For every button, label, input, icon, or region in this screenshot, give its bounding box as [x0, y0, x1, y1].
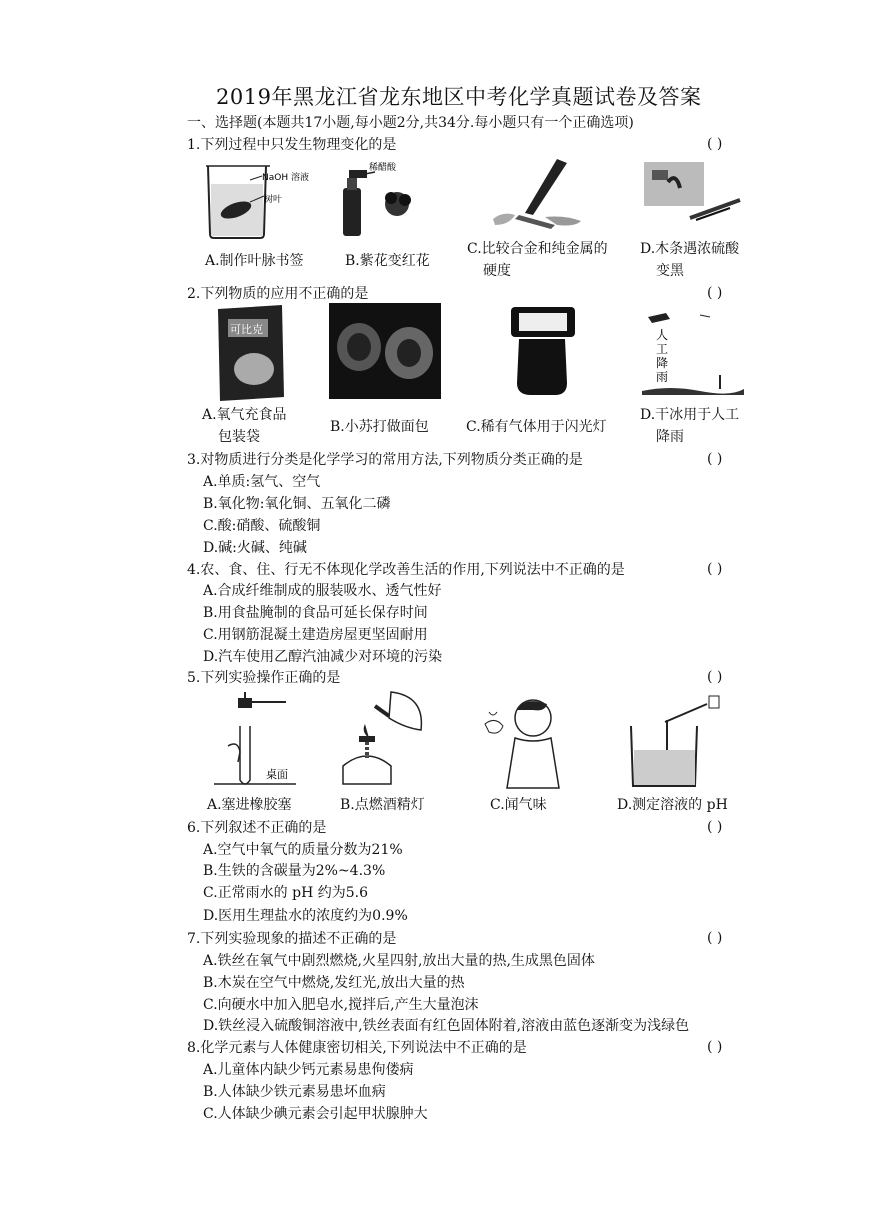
naoh-label: NaOH 溶液: [262, 173, 309, 183]
q1-option-d-line1: D.木条遇浓硫酸: [640, 241, 740, 257]
q5-figure-c-smell: [475, 688, 575, 793]
q4-option-c: C.用钢筋混凝土建造房屋更坚固耐用: [203, 627, 428, 643]
q1-option-a: A.制作叶脉书签: [205, 253, 304, 269]
q5-figure-a-stopper: [210, 692, 300, 792]
q7-option-d: D.铁丝浸入硫酸铜溶液中,铁丝表面有红色固体附着,溶液由蓝色逐渐变为浅绿色: [203, 1018, 690, 1034]
q2-option-b: B.小苏打做面包: [330, 419, 429, 435]
answer-blank-4[interactable]: ( ): [707, 561, 723, 577]
q1-figure-a-beaker: [200, 158, 309, 240]
q2-option-a-line1: A.氧气充食品: [202, 407, 287, 423]
page-title: 2019年黑龙江省龙东地区中考化学真题试卷及答案: [216, 85, 702, 109]
q5-option-d: D.测定溶液的 pH: [617, 797, 728, 813]
q3-option-a: A.单质:氢气、空气: [203, 474, 321, 490]
q3-option-b: B.氧化物:氧化铜、五氧化二磷: [203, 496, 391, 512]
rain-char-2: 工: [656, 342, 669, 356]
q1-figure-d-acid: [640, 158, 745, 228]
section-heading: 一、选择题(本题共17小题,每小题2分,共34分.每小题只有一个正确选项): [187, 115, 634, 131]
q1-figure-b-spray: [335, 158, 435, 240]
q3-option-c: C.酸:硝酸、硫酸铜: [203, 518, 321, 534]
answer-blank-7[interactable]: ( ): [707, 930, 723, 946]
q2-option-d-line1: D.干冰用于人工: [640, 407, 740, 423]
q2-option-a-line2: 包装袋: [218, 429, 260, 445]
q1-option-b: B.紫花变红花: [345, 253, 430, 269]
q2-option-c: C.稀有气体用于闪光灯: [466, 419, 607, 435]
rain-char-3: 降: [656, 356, 669, 370]
answer-blank-6[interactable]: ( ): [707, 819, 723, 835]
q1-option-c-line2: 硬度: [483, 263, 511, 279]
q6-option-c: C.正常雨水的 pH 约为5.6: [203, 885, 368, 901]
q6-option-a: A.空气中氧气的质量分数为21%: [203, 842, 403, 858]
q8-option-b: B.人体缺少铁元素易患坏血病: [203, 1084, 386, 1100]
rain-char-1: 人: [656, 328, 669, 342]
answer-blank-5[interactable]: ( ): [707, 669, 723, 685]
question-6-stem: 6.下列叙述不正确的是: [187, 820, 327, 836]
q2-option-d-line2: 降雨: [656, 429, 684, 445]
q8-option-c: C.人体缺少碘元素会引起甲状腺肿大: [203, 1106, 428, 1122]
q5-option-a: A.塞进橡胶塞: [207, 797, 292, 813]
q1-figure-c-scratch: [485, 155, 585, 237]
rain-char-4: 雨: [656, 370, 669, 384]
q2-figure-d-artificial-rain: [640, 305, 745, 397]
answer-blank-2[interactable]: ( ): [707, 285, 723, 301]
q1-option-d-line2: 变黑: [656, 263, 684, 279]
q7-option-c: C.向硬水中加入肥皂水,搅拌后,产生大量泡沫: [203, 997, 479, 1013]
question-3-stem: 3.对物质进行分类是化学学习的常用方法,下列物质分类正确的是: [187, 452, 583, 468]
q3-option-d: D.碱:火碱、纯碱: [203, 540, 307, 556]
q5-figure-b-alcohol-lamp: [335, 688, 435, 793]
answer-blank-3[interactable]: ( ): [707, 451, 723, 467]
question-1-stem: 1.下列过程中只发生物理变化的是: [187, 137, 397, 153]
q1-option-c-line1: C.比较合金和纯金属的: [467, 241, 608, 257]
q6-option-d: D.医用生理盐水的浓度约为0.9%: [203, 908, 408, 924]
vinegar-label: 稀醋酸: [369, 163, 397, 173]
question-8-stem: 8.化学元素与人体健康密切相关,下列说法中不正确的是: [187, 1040, 527, 1056]
answer-blank-1[interactable]: ( ): [707, 136, 723, 152]
question-7-stem: 7.下列实验现象的描述不正确的是: [187, 931, 397, 947]
q4-option-b: B.用食盐腌制的食品可延长保存时间: [203, 605, 428, 621]
q8-option-a: A.儿童体内缺少钙元素易患佝偻病: [203, 1062, 414, 1078]
q2-figure-a-snack-bag: [214, 303, 286, 403]
q5-option-c: C.闻气味: [490, 797, 547, 813]
q2-figure-c-flash: [505, 305, 580, 397]
q5-option-b: B.点燃酒精灯: [340, 797, 425, 813]
answer-blank-8[interactable]: ( ): [707, 1039, 723, 1055]
leaf-label: 树叶: [264, 195, 283, 205]
q2-figure-b-bread: [329, 303, 441, 399]
q5-figure-d-ph-test: [625, 688, 725, 793]
question-2-stem: 2.下列物质的应用不正确的是: [187, 286, 369, 302]
bag-brand: 可比克: [230, 323, 263, 336]
q4-option-d: D.汽车使用乙醇汽油减少对环境的污染: [203, 649, 443, 665]
q7-option-a: A.铁丝在氧气中剧烈燃烧,火星四射,放出大量的热,生成黑色固体: [203, 953, 595, 969]
q6-option-b: B.生铁的含碳量为2%~4.3%: [203, 863, 386, 879]
q7-option-b: B.木炭在空气中燃烧,发红光,放出大量的热: [203, 975, 465, 991]
desk-label: 桌面: [266, 768, 288, 781]
question-5-stem: 5.下列实验操作正确的是: [187, 670, 341, 686]
q4-option-a: A.合成纤维制成的服装吸水、透气性好: [203, 583, 442, 599]
question-4-stem: 4.农、食、住、行无不体现化学改善生活的作用,下列说法中不正确的是: [187, 562, 625, 578]
